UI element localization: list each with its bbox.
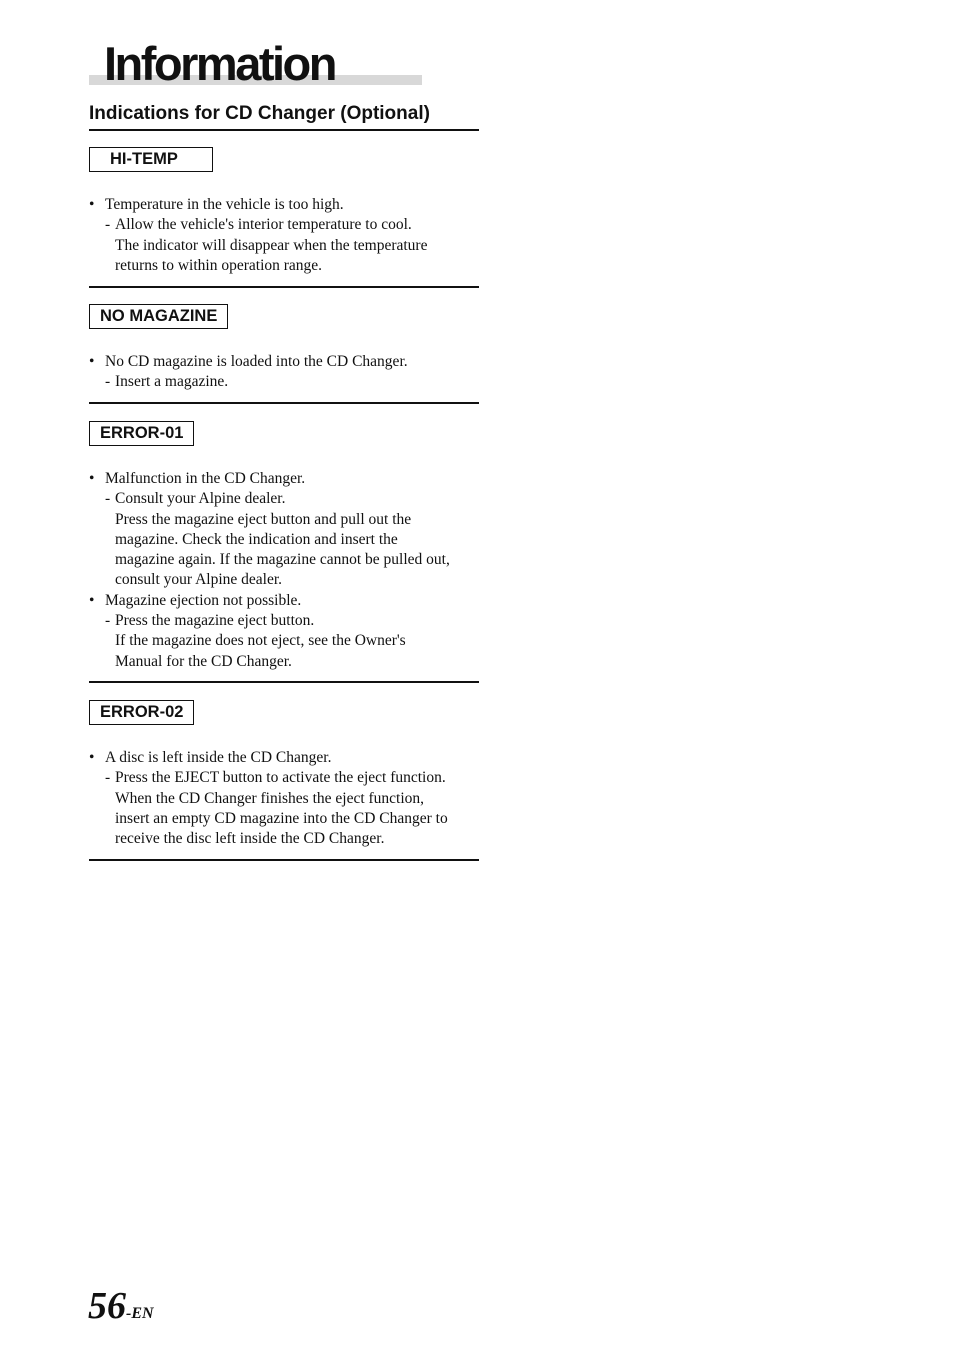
remedy-continuation: insert an empty CD magazine into the CD Changer to (115, 809, 448, 827)
remedy-continuation: Manual for the CD Changer. (115, 652, 292, 670)
remedy-continuation: The indicator will disappear when the temperature (115, 236, 428, 254)
remedy-continuation: returns to within operation range. (115, 256, 323, 274)
remedy-item: - Press the EJECT button to activate the eject function. (89, 768, 481, 788)
indicator-label-error-01: ERROR-01 (89, 421, 194, 446)
divider-rule (89, 286, 479, 288)
page-title: Information (104, 37, 335, 90)
section-rule (89, 129, 479, 131)
indicator-label-no-magazine: NO MAGAZINE (89, 304, 228, 329)
section-heading: Indications for CD Changer (Optional) (89, 103, 430, 124)
indicator-label-error-02: ERROR-02 (89, 700, 194, 725)
page-number (88, 1287, 154, 1325)
divider-rule (89, 402, 479, 404)
bullet-item: • Temperature in the vehicle is too high. (89, 195, 481, 215)
page-number-value: 56 (88, 1285, 126, 1327)
remedy-item: - Consult your Alpine dealer. (89, 489, 481, 509)
hi-temp-description (89, 195, 481, 276)
bullet-item: • Malfunction in the CD Changer. (89, 469, 481, 489)
bullet-item: • A disc is left inside the CD Changer. (89, 748, 481, 768)
error-02-description (89, 748, 481, 849)
divider-rule (89, 859, 479, 861)
remedy-continuation: magazine. Check the indication and insert the (115, 530, 398, 548)
bullet-item: • No CD magazine is loaded into the CD Changer. (89, 352, 481, 372)
error-01-description (89, 469, 481, 672)
indicator-label-hi-temp: HI-TEMP (89, 147, 213, 172)
divider-rule (89, 681, 479, 683)
bullet-item: • Magazine ejection not possible. (89, 591, 481, 611)
remedy-item: - Insert a magazine. (89, 372, 481, 392)
remedy-continuation: Press the magazine eject button and pull out the (115, 510, 412, 528)
remedy-continuation: When the CD Changer finishes the eject function, (115, 789, 425, 807)
remedy-item: - Press the magazine eject button. (89, 611, 481, 631)
remedy-item: - Allow the vehicle's interior temperature to cool. (89, 215, 481, 235)
remedy-continuation: If the magazine does not eject, see the Owner's (115, 632, 406, 650)
no-magazine-description (89, 352, 481, 393)
remedy-continuation: magazine again. If the magazine cannot be pulled out, (115, 551, 450, 569)
remedy-continuation: receive the disc left inside the CD Changer. (115, 830, 385, 848)
page-number-suffix: -EN (126, 1305, 154, 1322)
remedy-continuation: consult your Alpine dealer. (115, 571, 283, 589)
